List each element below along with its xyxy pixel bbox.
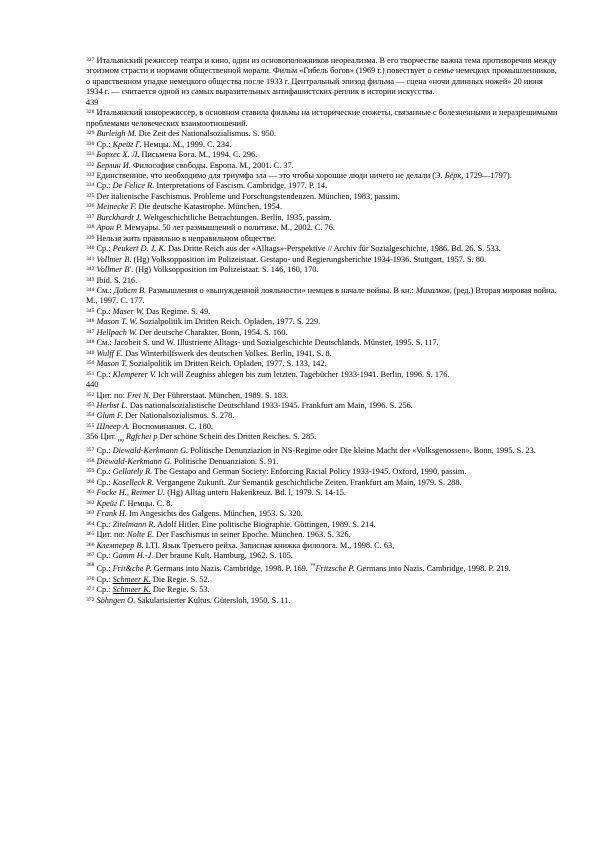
- footnote-text: LTI. Язык Третьего рейха. Записная книжка филолога. М., 1998. С. 63,: [143, 540, 395, 550]
- footnote: [86, 150, 560, 160]
- footnote-text: (ред.) Вторая мировая война. М., 1997. С. 177.: [86, 285, 557, 306]
- footnote: [86, 467, 560, 477]
- footnote-text: (Hg) Alltag untern Hakenkreuz. Bd. l, 1979. S. 14-15.: [165, 488, 347, 498]
- footnote-text: Die Zeit des Nationalsozialismus. S. 950.: [136, 129, 276, 139]
- author-name: Арон Р.: [96, 223, 123, 233]
- footnote-text: Sozialpolitik im Dritten Reich. Opladen, 1977. S. 229.: [137, 317, 321, 327]
- footnote: [86, 551, 560, 561]
- author-name: Maser W.: [112, 306, 145, 316]
- footnote-number: 364: [86, 520, 95, 527]
- author-name: Клемперер В.: [96, 540, 144, 550]
- author-name: Rgfchei p: [125, 432, 158, 442]
- footnote: [86, 359, 560, 369]
- footnote-text: Ich will Zeugniss ablegen bis zum letzten. Tagebücher 1933-1941. Berlin, 1996. S. 176.: [155, 369, 450, 379]
- author-name: Koselleck R.: [112, 477, 155, 487]
- footnote: [86, 161, 560, 171]
- footnote-text: Ср.:: [94, 564, 113, 574]
- footnote-text: по: [118, 437, 124, 444]
- footnote-number: 349: [86, 349, 95, 356]
- footnote-number: 333: [86, 171, 95, 178]
- footnote-text: Ср.:: [94, 574, 113, 584]
- footnote-number: 350: [86, 360, 95, 367]
- footnote-text: Итальянский режиссер театра и кино, один из основоположников неореализма. В его творчестве важна тема противоречия между эгоизмом страсти и нормами общественной морали. Фильм «Гибель богов» (1969 г.) повествует о семье немецких промышленников, о нравственном упадке немецкого общества после 1933 г. Центральный эпизод фильма — сцена «ночи длинных ножей» 20 июня 1934 г. — считается одной из самых выразительных антифашистских реплик в истории искусства.: [86, 56, 557, 97]
- footnote-text: Ср.:: [94, 139, 113, 149]
- author-name: Mason T.: [96, 359, 128, 369]
- footnote-number: 370: [86, 575, 95, 582]
- author-name: Крейг Г.: [112, 139, 142, 149]
- footnote-text: Воспоминания. С. 180.: [130, 421, 213, 431]
- footnote-text: Politische Denunziazion in NS-Regime oder Die kleine Macht der «Volksgenossen». Bonn, 1995. S. 23.: [188, 446, 536, 456]
- footnote-number: 330: [86, 140, 95, 147]
- footnote-number: 366: [86, 541, 95, 548]
- author-name: Schmeer K.: [112, 585, 151, 595]
- footnote: [86, 223, 560, 233]
- footnote-text: Ср.:: [94, 585, 113, 595]
- footnote-text: Der deutsche Charakter. Bonn, 1954. S. 160.: [137, 327, 288, 337]
- footnote-text: Итальянский кинорежиссер, в основном ставила фильмы на исторические сюжеты, связанные с болезненными и неразрешимыми проблемами человеческих взаимоотношений.: [86, 108, 558, 128]
- footnote: [86, 244, 560, 254]
- author-name: Mason T. W.: [96, 317, 138, 327]
- footnote: [86, 349, 560, 359]
- footnote: [86, 192, 560, 202]
- footnote: [86, 56, 560, 98]
- footnote-text: Germans into Nazis. Cambridge, 1998. P. 169.: [151, 564, 310, 574]
- footnote-text: Vergangene Zukunft. Zur Semantik geschichtliche Zeiten. Frankfurt am Main, 1979. S. 288.: [154, 477, 462, 487]
- author-name: Burleigh M.: [96, 129, 137, 139]
- footnote: [86, 140, 560, 150]
- author-name: Дайст В.: [113, 285, 147, 295]
- footnote-number: 334: [86, 182, 95, 189]
- footnote-text: Ср.:: [94, 477, 113, 487]
- author-name: Крейг Г.: [96, 498, 126, 508]
- footnote-number: 362: [86, 499, 95, 506]
- footnote-number: 363: [86, 510, 95, 517]
- footnote: [86, 411, 560, 421]
- author-name: Gellately R.: [112, 467, 153, 477]
- footnote-text: Germans into Nazis. Cambridge, 1998. P. 219.: [354, 564, 511, 574]
- footnote: [86, 401, 560, 411]
- footnote-text: Ср.:: [94, 181, 113, 191]
- footnote-text: 1729—1797).: [463, 170, 512, 180]
- footnote-text: Немцы. С. 8.: [125, 498, 173, 508]
- footnote: [86, 370, 560, 380]
- footnote-number: 344: [86, 286, 95, 293]
- footnote-text: Единственное, что необходимо для триумфа зла — это чтобы хорошие люди ничего не делали (Э.: [94, 170, 445, 180]
- footnote: [86, 520, 560, 530]
- author-name: Schmeer K.: [112, 574, 151, 584]
- footnote-text: Ср.:: [94, 550, 113, 560]
- footnote-text: Ср.:: [94, 244, 113, 254]
- footnote-number: 368: [86, 562, 95, 569]
- footnote-number: 348: [86, 339, 95, 346]
- author-name: Бёрк,: [444, 170, 464, 180]
- author-name: Meinecke F.: [96, 202, 137, 212]
- footnote: [86, 307, 560, 317]
- author-name: Берлин И.: [96, 160, 131, 170]
- author-name: Klemperer V.: [112, 369, 156, 379]
- footnote-number: 338: [86, 224, 95, 231]
- footnote-text: Im Angesichts des Galgens. München, 1953. S. 320.: [126, 509, 303, 519]
- footnote: [86, 432, 560, 446]
- footnote-number: 327: [86, 57, 95, 63]
- footnote-text: Ср.:: [94, 446, 113, 456]
- author-name: Burckhardt J.: [96, 212, 142, 222]
- author-name: Glum F.: [96, 411, 124, 421]
- footnote-text: Weltgeschichtliche Betrachtungen. Berlin, 1935, passim.: [141, 212, 332, 222]
- footnote-number: 331: [86, 151, 95, 158]
- footnote-number: 336: [86, 203, 95, 210]
- footnote-text: Ср.:: [94, 519, 113, 529]
- author-name: Zitelmann R.: [112, 519, 156, 529]
- footnote-text: Философия свободы. Европа. М., 2001. С. 37.: [130, 160, 294, 170]
- footnote: [86, 202, 560, 212]
- footnote-text: Ср.:: [94, 467, 113, 477]
- footnote: [86, 129, 560, 139]
- author-name: Vollmer B'.: [96, 265, 134, 275]
- footnote: [86, 265, 560, 275]
- author-name: Diewald-Kerkmann G.: [96, 456, 173, 466]
- footnote-number: 372: [86, 596, 95, 603]
- footnote-text: Adolf Hitler. Eine politische Biographie. Göttingen, 1989. S. 214.: [155, 519, 376, 529]
- footnote-number: 361: [86, 489, 95, 496]
- author-name: Frank H.: [96, 509, 127, 519]
- footnote-number: 367: [86, 551, 95, 558]
- footnote-number: 357: [86, 447, 95, 454]
- footnote-text: Das Winterhilfswerk des deutschen Volkes. Berlin, 1941. S. 8.: [123, 348, 332, 358]
- footnote-text: Das Regime. S. 49.: [144, 306, 211, 316]
- footnote: [86, 391, 560, 401]
- footnote: [86, 446, 560, 456]
- footnote-text: Das Dritte Reich aus der «Alltags»-Perspektive // Archiv für Sozialgeschichte, 1986. Bd. 26. S. 533.: [166, 244, 501, 254]
- footnote: [86, 422, 560, 432]
- footnote: [86, 213, 560, 223]
- author-name: Fritzsche P.: [315, 564, 355, 574]
- footnote-number: 358: [86, 457, 95, 464]
- footnote-number: 335: [86, 192, 95, 199]
- author-name: Gamm H.-J.: [112, 550, 154, 560]
- footnote-text: Der Führerstaat. München, 1989. S. 183.: [150, 390, 289, 400]
- author-name: Wulff E.: [96, 348, 124, 358]
- author-name: Herbst L.: [96, 400, 128, 410]
- footnote-text: (Hg) Volksopposition im Polizeistaat. Gestapo- und Regierungsberichte 1934-1936. Stuttgart, 1957. S. 80.: [131, 254, 487, 264]
- footnote-number: 337: [86, 213, 95, 220]
- footnote-number: 339: [86, 234, 95, 241]
- footnote-number: 342: [86, 266, 95, 273]
- footnote-text: Politische Denuanziaton. S. 91.: [172, 456, 279, 466]
- footnote-text: Немцы. М., 1999. С. 234.: [141, 139, 232, 149]
- footnote-number: 360: [86, 478, 95, 485]
- author-name: Nolte E.: [127, 530, 155, 540]
- footnote-text: Interpretations of Fascism. Cambridge, 1977. P. 14.: [154, 181, 328, 191]
- footnote: [86, 255, 560, 265]
- footnote-text: 356 Цит.: [86, 432, 119, 442]
- footnote-text: Размышления о «вынужденной лояльности» немцев в начале войны. В кн.:: [146, 285, 416, 295]
- footnote-text: Das nationalsozialistische Deutschland 1933-1945. Frankfurt am Main, 1996. S. 256.: [127, 400, 413, 410]
- footnote-text: Нельзя жить правильно в неправильном обществе.: [94, 233, 277, 243]
- author-name: Борхес Х. Л.: [96, 150, 140, 160]
- footnote-text: Письмена Бога. М., 1994. С. 296.: [139, 150, 258, 160]
- author-name: Hellpach W.: [96, 327, 138, 337]
- footnote-text: Ibid. S. 216.: [94, 275, 138, 285]
- footnote-text: Der italienische Faschismus. Probleme und Forschungstendenzen. München, 1983, passim.: [94, 191, 400, 201]
- footnote-number: 329: [86, 130, 95, 137]
- author-name: Diewald-Kerkmann G.: [112, 446, 189, 456]
- author-name: Peukert D. J. K.: [112, 244, 167, 254]
- footnote: [86, 457, 560, 467]
- footnote: [86, 488, 560, 498]
- author-name: Шпеер А.: [96, 421, 131, 431]
- footnote-text: Der Faschismus in seiner Epoche. München. 1963. S. 326.: [154, 530, 351, 540]
- footnote-text: Sozialpolitik im Dritten Reich. Opladen, 1977. S. 133, 142.: [127, 359, 327, 369]
- footnote-text: (Hg) Volksopposition im Polizeistaat. S. 146, 160, 170.: [133, 265, 319, 275]
- footnote-text: The Gestapo and German Society: Enforcing Racial Policy 1933-1945. Oxford, 1990, passim.: [152, 467, 467, 477]
- footnote-number: 347: [86, 328, 95, 335]
- footnote-number: 355: [86, 422, 95, 429]
- footnote: [86, 509, 560, 519]
- footnote: [86, 328, 560, 338]
- footnote: [86, 286, 560, 307]
- footnote: [86, 181, 560, 191]
- footnote: [86, 575, 560, 585]
- author-name: Михалков,: [415, 285, 452, 295]
- footnotes-list: [86, 56, 560, 606]
- footnote-text: Ср.:: [94, 369, 113, 379]
- footnote-number: 332: [86, 161, 95, 168]
- footnote: [86, 478, 560, 488]
- author-name: Frei N.: [127, 390, 151, 400]
- footnote-text: Säkularisierter Kultus. Gütersloh, 1950. S. 11.: [135, 595, 291, 605]
- footnote-number: 345: [86, 307, 95, 314]
- footnote-text: ™: [309, 563, 316, 570]
- footnote: [86, 585, 560, 595]
- footnote-text: Der Nationalsozialismus. S. 278.: [123, 411, 235, 421]
- footnote-text: Ср.:: [94, 306, 113, 316]
- footnote: [86, 541, 560, 551]
- footnote: [86, 338, 560, 348]
- author-name: De Felice R.: [112, 181, 155, 191]
- footnote-number: 346: [86, 318, 95, 325]
- footnote-text: См.:: [94, 285, 114, 295]
- footnote-text: Цит. по:: [94, 390, 128, 400]
- footnote-number: 359: [86, 468, 95, 475]
- footnote: [86, 317, 560, 327]
- page-number: 440: [86, 380, 99, 390]
- footnote-text: Мемуары. 50 лет размышлений о политике. М., 2002. С. 76.: [122, 223, 335, 233]
- footnote-number: 341: [86, 255, 95, 262]
- footnote-text: Die Regie. S. 53.: [150, 585, 210, 595]
- footnote: [86, 108, 560, 129]
- page-number: 439: [86, 97, 99, 107]
- footnote-number: 354: [86, 412, 95, 419]
- author-name: Focke H., Reimer U.: [96, 488, 166, 498]
- footnote: [86, 276, 560, 286]
- footnote: [86, 596, 560, 606]
- footnote-text: Die Regie. S. 52.: [150, 574, 210, 584]
- footnote-number: 371: [86, 586, 95, 593]
- footnote-text: Der braune Kult. Hamburg, 1962. S. 105.: [153, 550, 293, 560]
- footnote: [86, 561, 560, 574]
- author-name: Söhngen O.: [96, 595, 136, 605]
- footnote-text: См.: Jacobeit S. und W. Illustrierte Alltags- und Sozialgeschichte Deutschlands. Münster, 1995. S. 117.: [94, 338, 439, 348]
- footnote-text: Die deutsche Katastrophe. München, 1954.: [136, 202, 283, 212]
- footnote-text: Der schöne Schein des Dritten Reiches. S. 285.: [157, 432, 317, 442]
- footnote-number: 365: [86, 531, 95, 538]
- footnote-number: 328: [86, 109, 95, 116]
- footnote: [86, 234, 560, 244]
- footnote-number: 351: [86, 370, 95, 377]
- author-name: Vollmer B.: [96, 254, 132, 264]
- footnote-number: 340: [86, 245, 95, 252]
- footnote-number: 353: [86, 401, 95, 408]
- footnote-text: Цит. по:: [94, 530, 128, 540]
- footnote: [86, 171, 560, 181]
- author-name: Frit&che P.: [112, 564, 152, 574]
- footnote: [86, 499, 560, 509]
- footnote: [86, 530, 560, 540]
- footnote-number: 343: [86, 276, 95, 283]
- footnote-number: 352: [86, 391, 95, 398]
